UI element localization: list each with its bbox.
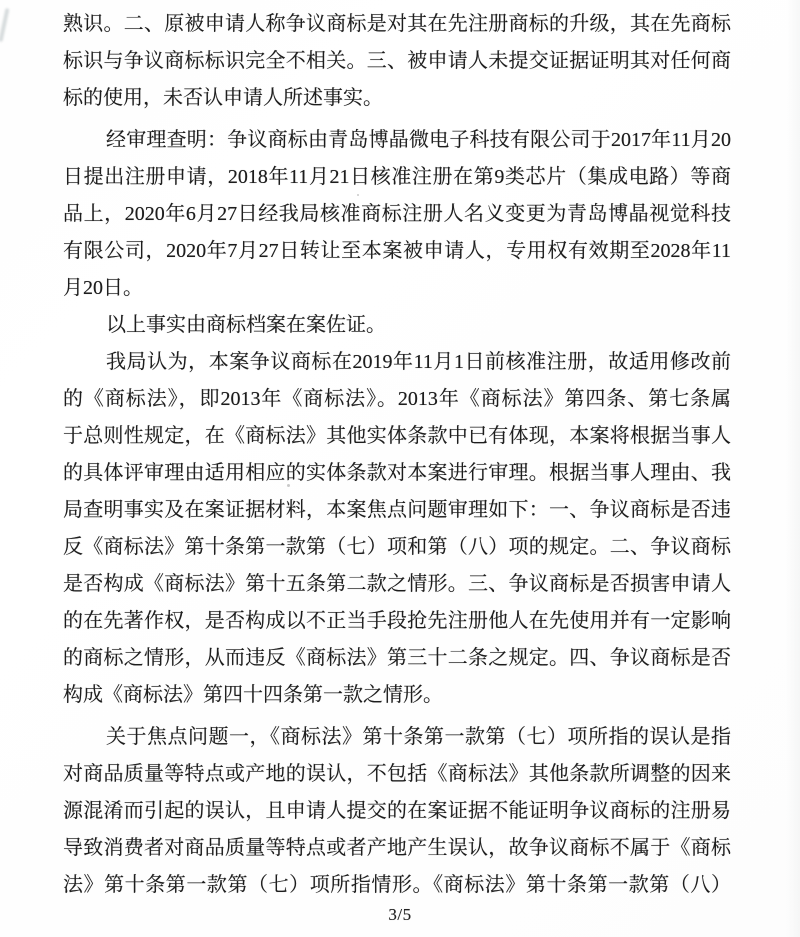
text-line: 于总则性规定，在《商标法》其他实体条款中已有体现，本案将根据当事人: [63, 425, 731, 447]
text-line: 是否构成《商标法》第十五条第二款之情形。三、争议商标是否损害申请人: [63, 573, 731, 595]
text-line: 关于焦点问题一，《商标法》第十条第一款第（七）项所指的误认是指: [106, 726, 731, 748]
paragraph: [63, 344, 731, 714]
page-number: 3/5: [388, 905, 412, 924]
text-line: 对商品质量等特点或产地的误认，不包括《商标法》其他条款所调整的因来: [63, 763, 731, 785]
paragraph: [63, 719, 731, 904]
scan-artifact: [0, 8, 9, 42]
text-line: 的具体评审理由适用相应的实体条款对本案进行审理。根据当事人理由、我: [63, 462, 731, 484]
text-line: 月20日。: [63, 277, 143, 299]
paragraph: [63, 122, 731, 307]
paragraph: [63, 307, 731, 344]
text-line: 法》第十条第一款第（七）项所指情形。《商标法》第十条第一款第（八）: [63, 874, 731, 896]
text-block: [63, 6, 731, 904]
text-line: 构成《商标法》第四十四条第一款之情形。: [63, 684, 443, 706]
text-line: 有限公司，2020年7月27日转让至本案被申请人，专用权有效期至2028年11: [63, 240, 731, 262]
text-line: 标的使用，未否认申请人所述事实。: [63, 87, 383, 109]
text-line: 的在先著作权，是否构成以不正当手段抢先注册他人在先使用并有一定影响: [63, 610, 731, 632]
text-line: 日提出注册申请，2018年11月21日核准注册在第9类芯片（集成电路）等商: [63, 166, 731, 188]
scan-edge-shade: [786, 0, 800, 937]
text-line: 熟识。二、原被申请人称争议商标是对其在先注册商标的升级，其在先商标: [63, 13, 731, 35]
text-line: 反《商标法》第十条第一款第（七）项和第（八）项的规定。二、争议商标: [63, 536, 731, 558]
text-line: 的商标之情形，从而违反《商标法》第三十二条之规定。四、争议商标是否: [63, 647, 731, 669]
text-line: 标识与争议商标标识完全不相关。三、被申请人未提交证据证明其对任何商: [63, 50, 731, 72]
text-line: 导致消费者对商品质量等特点或者产地产生误认，故争议商标不属于《商标: [63, 837, 731, 859]
text-line: 品上，2020年6月27日经我局核准商标注册人名义变更为青岛博晶视觉科技: [63, 203, 731, 225]
text-line: 以上事实由商标档案在案佐证。: [106, 314, 386, 336]
text-line: 局查明事实及在案证据材料，本案焦点问题审理如下：一、争议商标是否违: [63, 499, 731, 521]
paragraph: [63, 6, 731, 117]
text-line: 经审理查明：争议商标由青岛博晶微电子科技有限公司于2017年11月20: [106, 129, 731, 151]
text-line: 我局认为，本案争议商标在2019年11月1日前核准注册，故适用修改前: [106, 351, 731, 373]
text-line: 源混淆而引起的误认，且申请人提交的在案证据不能证明争议商标的注册易: [63, 800, 731, 822]
text-line: 的《商标法》，即2013年《商标法》。2013年《商标法》第四条、第七条属: [63, 388, 731, 410]
